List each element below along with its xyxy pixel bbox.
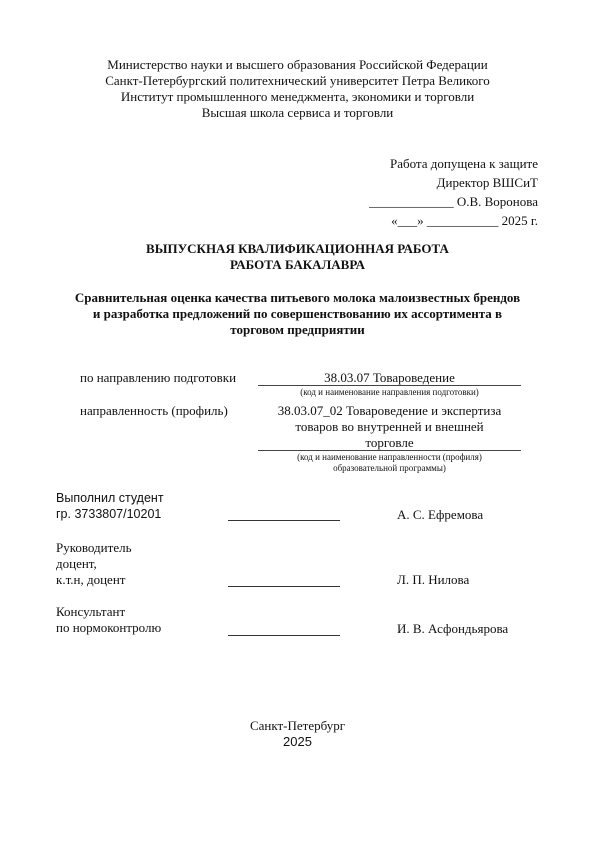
consultant-signature-line bbox=[228, 635, 340, 636]
school-line: Высшая школа сервиса и торговли bbox=[201, 105, 394, 120]
approval-director: Директор ВШСиТ bbox=[436, 175, 538, 190]
student-group: гр. 3733807/10201 bbox=[56, 507, 162, 521]
profile-value bbox=[258, 403, 521, 451]
direction-underline bbox=[258, 385, 521, 386]
student-role: Выполнил студент bbox=[56, 491, 164, 505]
institution-header bbox=[0, 57, 595, 121]
student-label bbox=[56, 490, 164, 522]
thesis-topic bbox=[0, 290, 595, 338]
approval-block bbox=[369, 154, 538, 230]
consultant-label bbox=[56, 604, 161, 636]
work-degree: РАБОТА БАКАЛАВРА bbox=[230, 257, 365, 272]
university-line: Санкт-Петербургский политехнический университет Петра Великого bbox=[105, 73, 490, 88]
profile-label: направленность (профиль) bbox=[80, 403, 228, 418]
consultant-role: Консультант bbox=[56, 604, 126, 619]
profile-value-line-2: товаров во внутренней и внешней bbox=[295, 419, 484, 434]
profile-caption-line-2: образовательной программы) bbox=[333, 463, 446, 473]
direction-value: 38.03.07 Товароведение bbox=[324, 370, 455, 385]
topic-line-1: Сравнительная оценка качества питьевого молока малоизвестных брендов bbox=[74, 290, 521, 305]
student-signature-line bbox=[228, 520, 340, 521]
consultant-name: И. В. Асфондьярова bbox=[397, 621, 509, 636]
consultant-area: по нормоконтролю bbox=[56, 620, 162, 635]
direction-caption: (код и наименование направления подготовки) bbox=[300, 387, 479, 397]
student-name: А. С. Ефремова bbox=[397, 507, 484, 522]
profile-caption bbox=[258, 452, 521, 474]
approval-date: «___» ___________ 2025 г. bbox=[391, 213, 538, 228]
profile-underline bbox=[258, 450, 521, 451]
supervisor-signature-line bbox=[228, 586, 340, 587]
supervisor-name: Л. П. Нилова bbox=[397, 572, 470, 587]
supervisor-position: доцент, bbox=[56, 556, 97, 571]
topic-line-3: торговом предприятии bbox=[230, 322, 365, 337]
profile-value-line-1: 38.03.07_02 Товароведение и экспертиза bbox=[277, 403, 502, 418]
topic-line-2: и разработка предложений по совершенствованию их ассортимента в bbox=[92, 306, 503, 321]
work-title bbox=[0, 241, 595, 273]
approval-title: Работа допущена к защите bbox=[389, 156, 538, 171]
footer-city: Санкт-Петербург bbox=[249, 718, 346, 733]
approval-signature: _____________ О.В. Воронова bbox=[369, 194, 538, 209]
work-type: ВЫПУСКНАЯ КВАЛИФИКАЦИОННАЯ РАБОТА bbox=[146, 241, 449, 256]
supervisor-role: Руководитель bbox=[56, 540, 132, 555]
supervisor-degree: к.т.н, доцент bbox=[56, 572, 126, 587]
institute-line: Институт промышленного менеджмента, экономики и торговли bbox=[120, 89, 475, 104]
direction-label: по направлению подготовки bbox=[80, 370, 237, 385]
profile-value-line-3: торговле bbox=[365, 435, 414, 450]
footer-year: 2025 bbox=[283, 734, 312, 749]
profile-caption-line-1: (код и наименование направленности (профиля) bbox=[297, 452, 482, 462]
supervisor-label bbox=[56, 540, 132, 588]
footer bbox=[0, 718, 595, 750]
ministry-line: Министерство науки и высшего образования Российской Федерации bbox=[107, 57, 488, 72]
